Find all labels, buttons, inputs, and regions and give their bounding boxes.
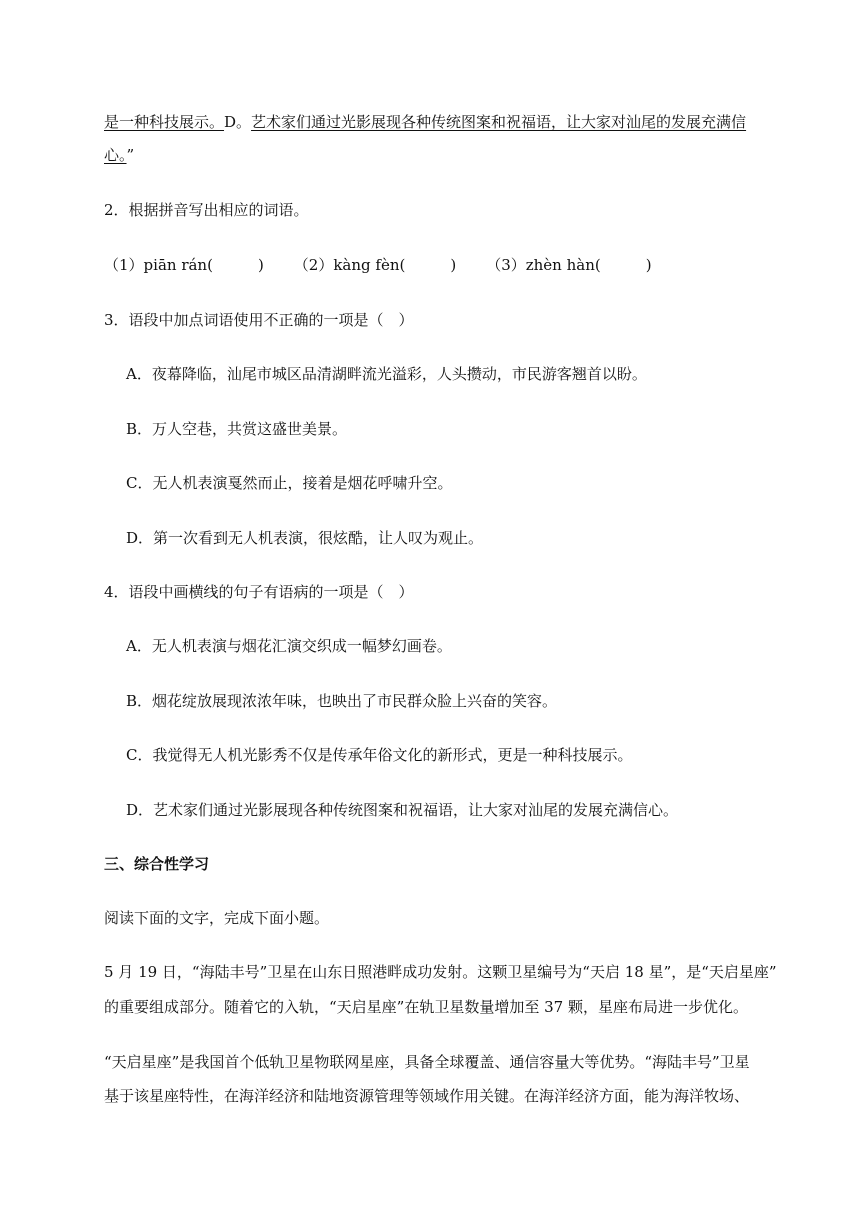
question-3-option-b: B．万人空巷，共赏这盛世美景。 xyxy=(126,420,348,438)
section-intro: 阅读下面的文字，完成下面小题。 xyxy=(104,909,330,927)
question-2-stem: 2．根据拼音写出相应的词语。 xyxy=(104,201,309,219)
question-4-stem: 4．语段中画横线的句子有语病的一项是（ ） xyxy=(104,583,414,601)
question-3-option-d: D．第一次看到无人机表演，很炫酷，让人叹为观止。 xyxy=(126,529,484,547)
question-3-stem: 3．语段中加点词语使用不正确的一项是（ ） xyxy=(104,311,414,329)
question-4-option-d: D．艺术家们通过光影展现各种传统图案和祝福语，让大家对汕尾的发展充满信心。 xyxy=(126,801,679,819)
question-2-items xyxy=(104,255,652,275)
paragraph-1-line-1: 5 月 19 日，“海陆丰号”卫星在山东日照港畔成功发射。这颗卫星编号为“天启 18 星”，是“天启星座” xyxy=(104,963,777,981)
question-4-option-b: B．烟花绽放展现浓浓年味，也映出了市民群众脸上兴奋的笑容。 xyxy=(126,692,558,710)
underlined-text: 艺术家们通过光影展现各种传统图案和祝福语，让大家对汕尾的发展充满信 xyxy=(251,113,747,131)
pinyin-item-3: （3）zhèn hàn( ) xyxy=(486,256,652,274)
question-4-option-a: A．无人机表演与烟花汇演交织成一幅梦幻画卷。 xyxy=(126,637,452,655)
paragraph-2-line-1: “天启星座”是我国首个低轨卫星物联网星座，具备全球覆盖、通信容量大等优势。“海陆丰号”卫星 xyxy=(104,1053,750,1071)
closing-quote: ” xyxy=(126,146,135,164)
question-3-option-c: C．无人机表演戛然而止，接着是烟花呼啸升空。 xyxy=(126,474,453,492)
paragraph-2-line-2: 基于该星座特性，在海洋经济和陆地资源管理等领域作用关键。在海洋经济方面，能为海洋牧场、 xyxy=(104,1087,750,1105)
underlined-text: 心。 xyxy=(104,146,127,164)
question-4-option-c: C．我觉得无人机光影秀不仅是传承年俗文化的新形式，更是一种科技展示。 xyxy=(126,746,633,764)
option-label: D。 xyxy=(224,113,252,131)
paragraph-1-line-2: 的重要组成部分。随着它的入轨，“天启星座”在轨卫星数量增加至 37 颗，星座布局进一步优化。 xyxy=(104,998,748,1016)
pinyin-item-2: （2）kàng fèn( ) xyxy=(293,256,457,274)
section-heading: 三、综合性学习 xyxy=(104,855,210,873)
underlined-text: 是一种科技展示。 xyxy=(104,113,225,131)
pinyin-item-1: （1）piān rán( ) xyxy=(104,256,264,274)
passage-line-2 xyxy=(104,145,134,165)
question-3-option-a: A．夜幕降临，汕尾市城区品清湖畔流光溢彩，人头攒动，市民游客翘首以盼。 xyxy=(126,365,647,383)
passage-line-1 xyxy=(104,112,746,132)
